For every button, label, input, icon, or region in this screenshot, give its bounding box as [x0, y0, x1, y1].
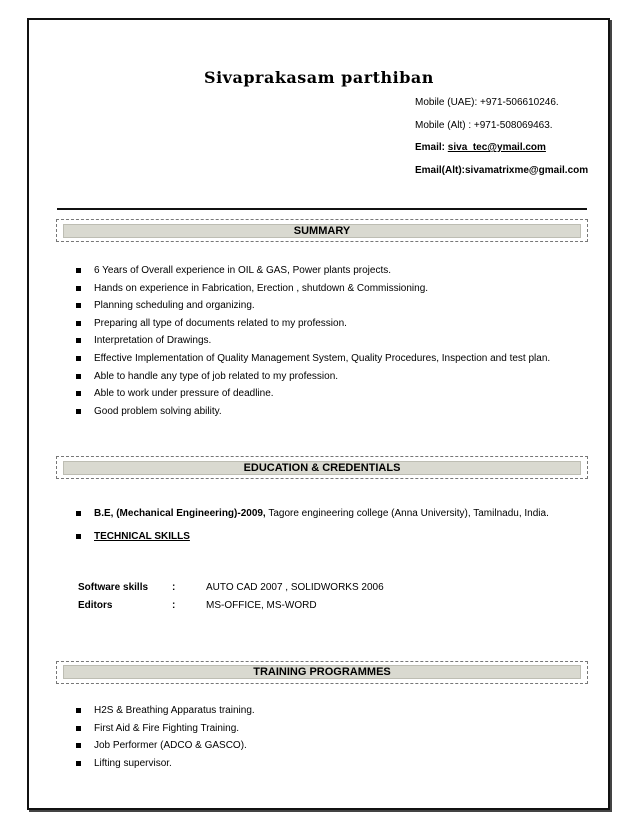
applicant-name: Sivaprakasam parthiban	[204, 68, 434, 87]
education-heading: EDUCATION & CREDENTIALS	[63, 461, 581, 475]
mobile-uae: Mobile (UAE): +971-506610246.	[415, 97, 559, 108]
email-label: Email:	[415, 142, 448, 153]
training-heading: TRAINING PROGRAMMES	[63, 665, 581, 679]
email-alt: Email(Alt):sivamatrixme@gmail.com	[415, 165, 589, 176]
skills-label: Editors	[78, 600, 113, 611]
list-item	[78, 528, 578, 546]
list-item	[78, 505, 578, 523]
list-item: 6 Years of Overall experience in OIL & GAS, Power plants projects.	[78, 262, 578, 280]
education-list	[78, 505, 578, 545]
summary-list	[78, 262, 578, 420]
training-list	[78, 702, 578, 772]
degree-detail: Tagore engineering college (Anna University), Tamilnadu, India.	[265, 508, 549, 519]
list-item: Job Performer (ADCO & GASCO).	[78, 737, 578, 755]
degree-title: B.E, (Mechanical Engineering)-2009,	[94, 508, 266, 519]
list-item: Lifting supervisor.	[78, 755, 578, 773]
email-link[interactable]: siva_tec@ymail.com	[447, 142, 546, 153]
header-divider	[57, 208, 587, 210]
list-item: H2S & Breathing Apparatus training.	[78, 702, 578, 720]
summary-heading: SUMMARY	[63, 224, 581, 238]
list-item: Good problem solving ability.	[78, 403, 578, 421]
list-item: Planning scheduling and organizing.	[78, 297, 578, 315]
skills-separator: :	[172, 582, 176, 593]
skills-value: MS-OFFICE, MS-WORD	[206, 600, 317, 611]
list-item: Preparing all type of documents related to my profession.	[78, 315, 578, 333]
technical-skills-heading: TECHNICAL SKILLS	[94, 530, 190, 542]
list-item: Able to handle any type of job related to my profession.	[78, 368, 578, 386]
list-item: Able to work under pressure of deadline.	[78, 385, 578, 403]
list-item: Effective Implementation of Quality Management System, Quality Procedures, Inspection and test plan.	[78, 350, 578, 368]
mobile-alt: Mobile (Alt) : +971-508069463.	[415, 120, 553, 131]
list-item: Interpretation of Drawings.	[78, 332, 578, 350]
email-line	[415, 142, 546, 153]
skills-separator: :	[172, 600, 176, 611]
list-item: Hands on experience in Fabrication, Erection , shutdown & Commissioning.	[78, 280, 578, 298]
list-item: First Aid & Fire Fighting Training.	[78, 720, 578, 738]
skills-value: AUTO CAD 2007 , SOLIDWORKS 2006	[206, 582, 384, 593]
skills-label: Software skills	[78, 582, 149, 593]
